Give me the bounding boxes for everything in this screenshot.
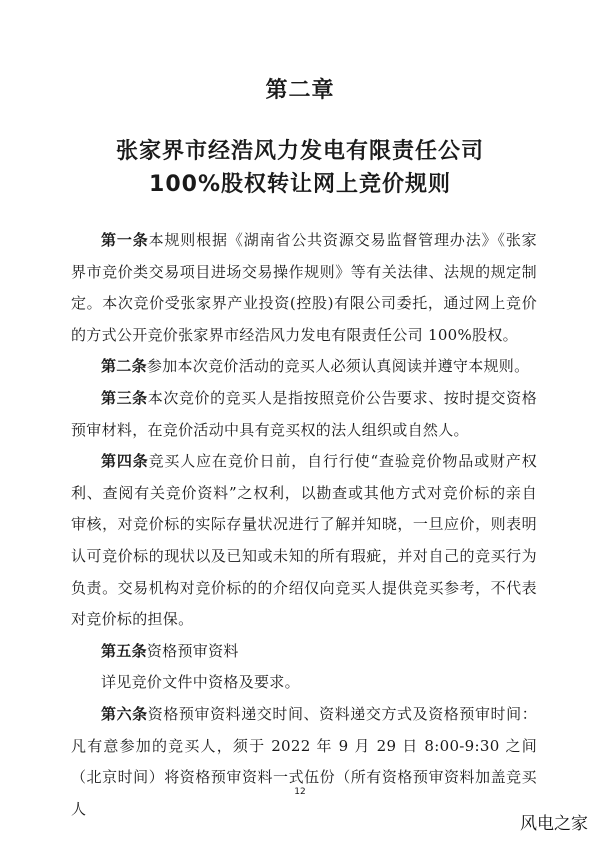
article-label: 第四条 (101, 452, 149, 471)
article-5 (71, 636, 537, 668)
article-text: 资格预审资料 (146, 641, 239, 660)
article-4 (71, 446, 537, 636)
chapter-heading: 第二章 (265, 78, 335, 103)
document-title-line-1: 张家界市经浩风力发电有限责任公司 (115, 139, 484, 164)
article-label: 第一条 (101, 231, 149, 249)
article-text: 参加本次竞价活动的竞买人必须认真阅读并遵守本规则。 (146, 357, 530, 376)
article-text: 本规则根据《湖南省公共资源交易监督管理办法》《张家界市竞价类交易项目进场交易操作规则》等有关法律、法规的规定制定。本次竞价受张家界产业投资(控股)有限公司委托，通过网上竞价的方式公开竞价张家界市经浩风力发电有限责任公司 100%股权。 (71, 231, 537, 344)
article-1 (71, 225, 537, 351)
article-6 (71, 699, 537, 825)
rules-body (71, 225, 537, 825)
article-label: 第六条 (101, 704, 148, 723)
article-label: 第二条 (101, 357, 147, 376)
watermark: 风电之家 (520, 814, 588, 834)
article-2 (71, 351, 537, 383)
article-text: 详见竞价文件中资格及要求。 (101, 673, 300, 692)
article-label: 第三条 (101, 388, 148, 407)
article-5-detail (71, 667, 537, 699)
article-3 (71, 383, 537, 446)
document-title-line-2: 100%股权转让网上竞价规则 (149, 172, 451, 197)
article-text: 资格预审资料递交时间、资料递交方式及资格预审时间：凡有意参加的竞买人，须于 2022 年 9 月 29 日 8:00-9:30 之间（北京时间）将资格预审资料一式伍份（所有资格预审资料加盖竞买人 (71, 704, 537, 818)
article-label: 第五条 (101, 641, 147, 660)
article-text: 竞买人应在竞价日前，自行行使“查验竞价物品或财产权利、查阅有关竞价资料”之权利，以勘查或其他方式对竞价标的亲自审核，对竞价标的实际存量状况进行了解并知晓，一旦应价，则表明认可竞价标的现状以及已知或未知的所有瑕疵，并对自己的竞买行为负责。交易机构对竞价标的的介绍仅向竞买人提供竞买参考，不代表对竞价标的担保。 (71, 452, 537, 629)
article-text: 本次竞价的竞买人是指按照竞价公告要求、按时提交资格预审材料，在竞价活动中具有竞买权的法人组织或自然人。 (71, 388, 537, 439)
page-number: 12 (294, 787, 306, 797)
